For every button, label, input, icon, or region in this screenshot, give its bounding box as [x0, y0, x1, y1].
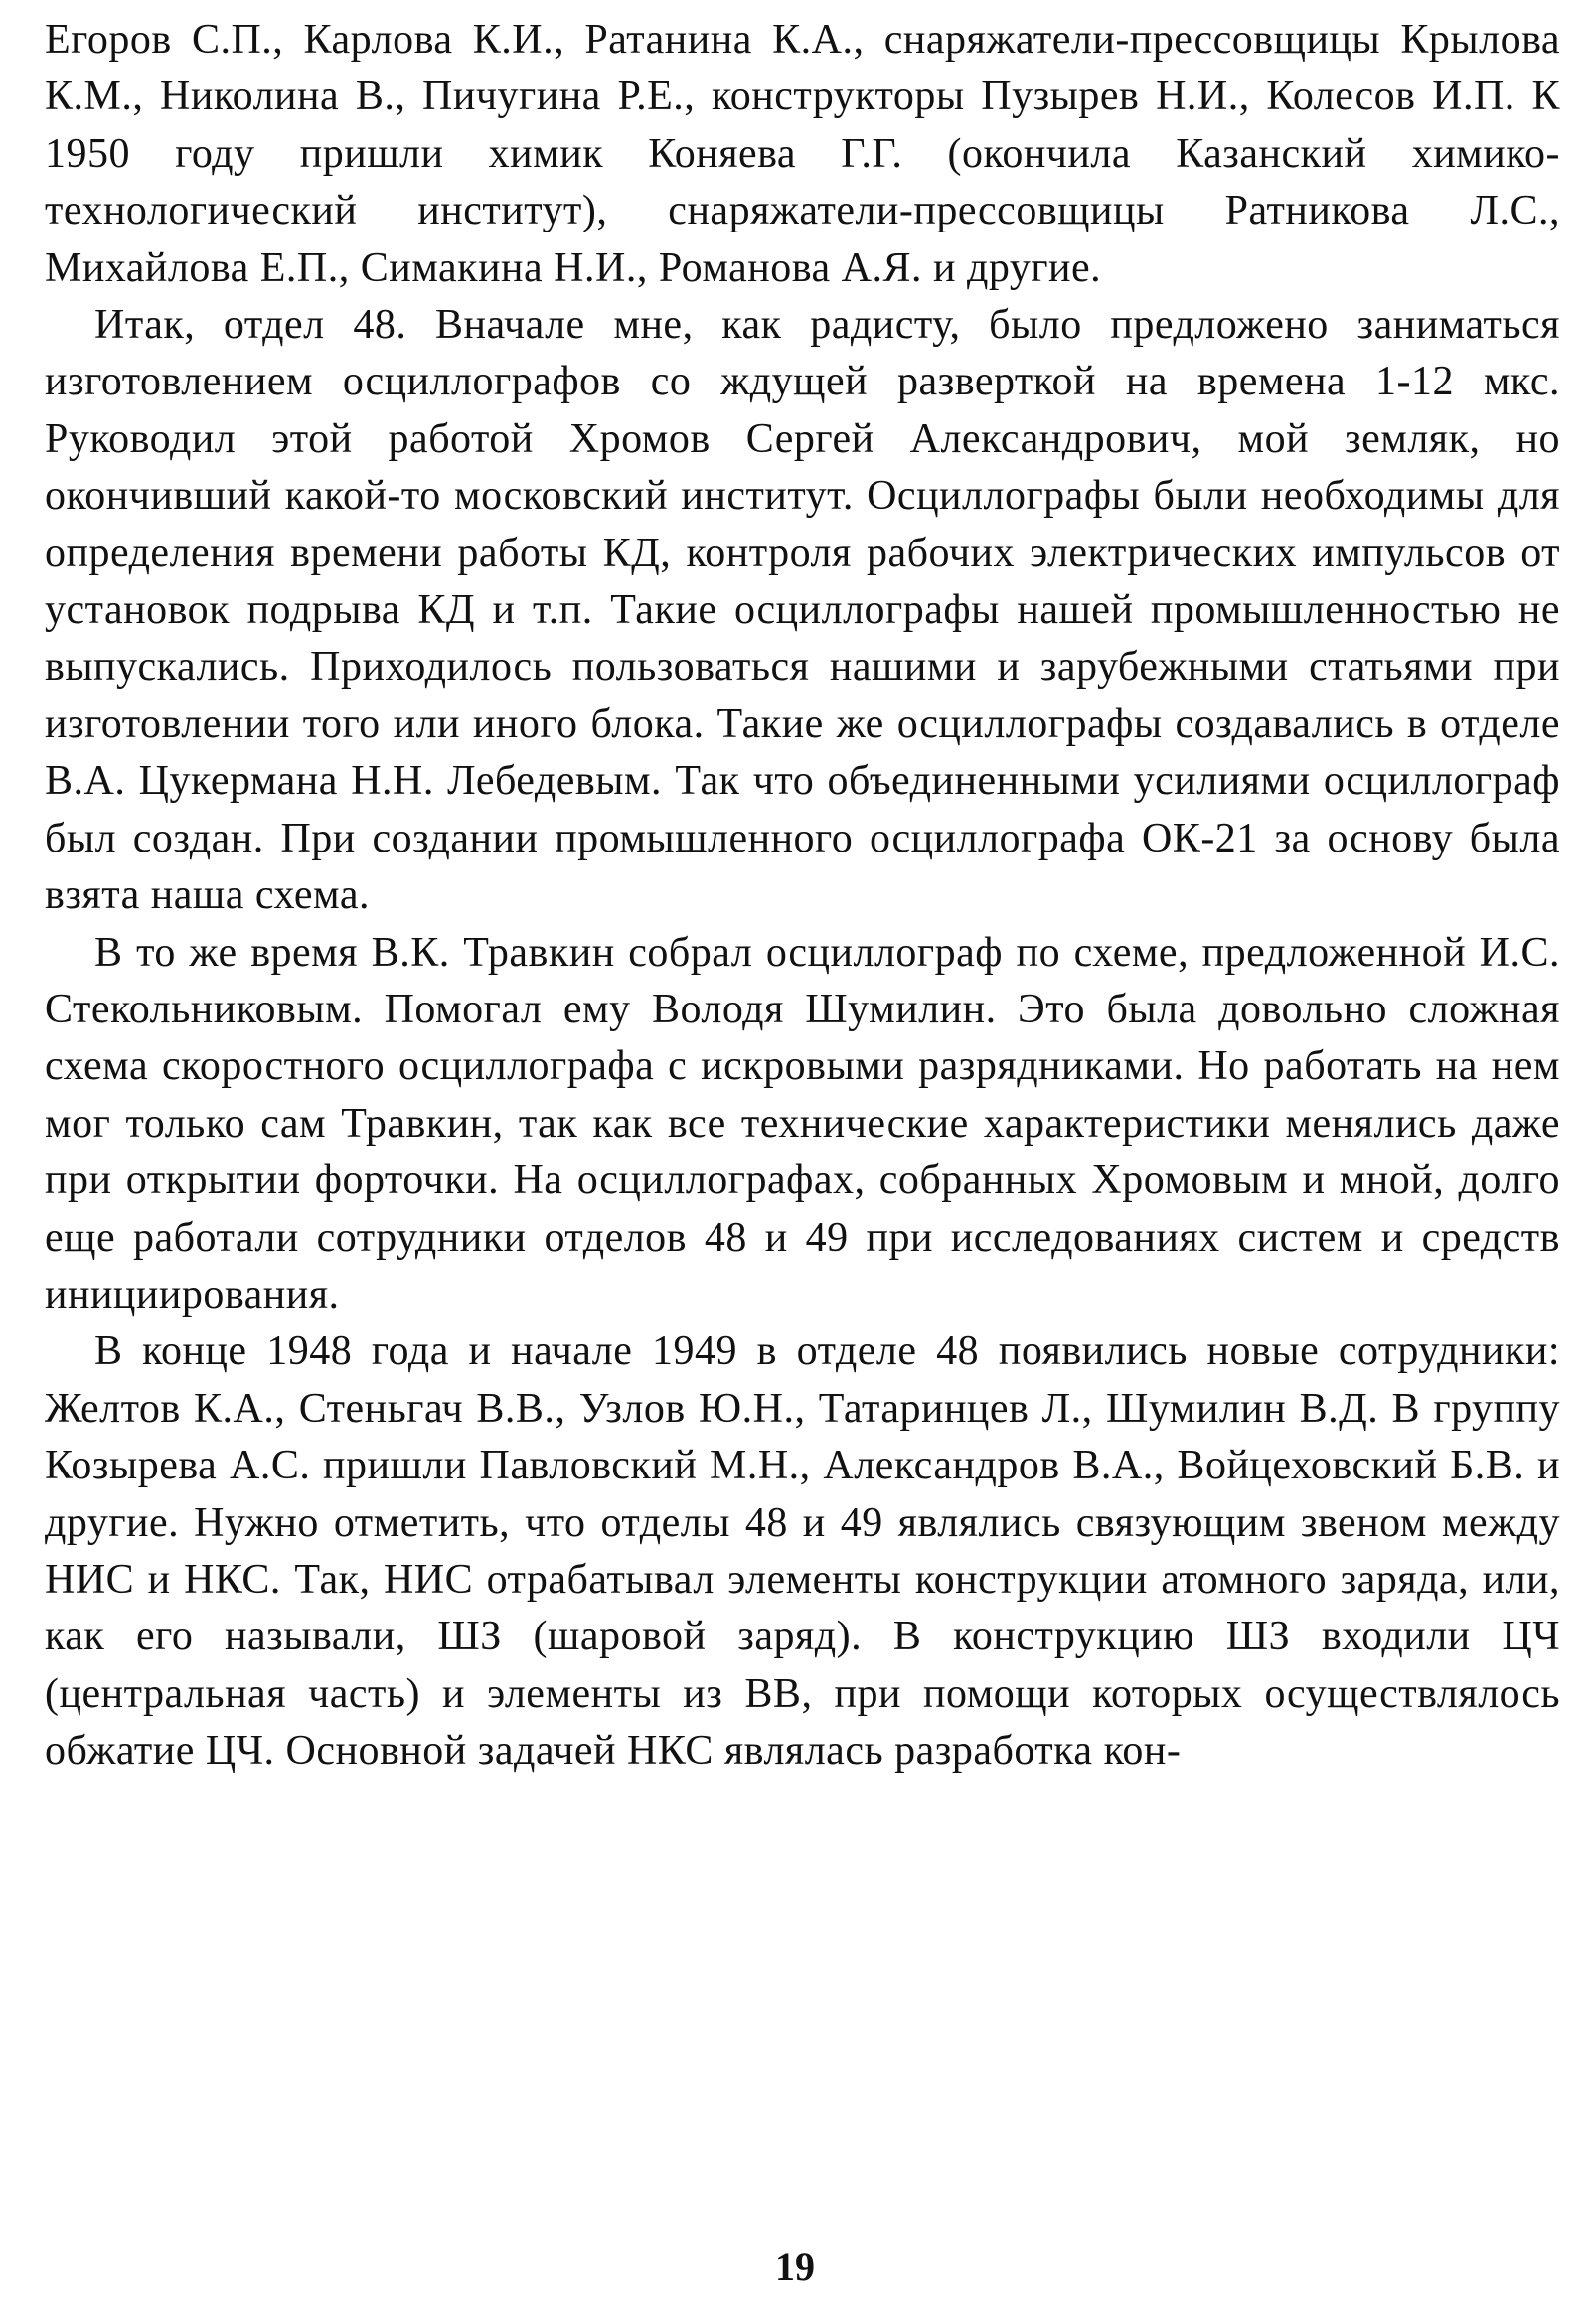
paragraph-staff-list: Егоров С.П., Карлова К.И., Ратанина К.А., снаряжатели-прессовщицы Крылова К.М., Николина В., Пичугина Р.Е., конструкторы Пузырев Н.И., Колесов И.П. К 1950 году пришли химик Коняева Г.Г. (окончила Казанский химико-технологический институт), снаряжатели-прессовщицы Ратникова Л.С., Михайлова Е.П., Симакина Н.И., Романова А.Я. и другие.	[45, 17, 1560, 291]
paragraph-new-staff: В конце 1948 года и начале 1949 в отделе 48 появились новые сотрудники: Желтов К.А., Стеньгач В.В., Узлов Ю.Н., Татаринцев Л., Шумилин В.Д. В группу Козырева А.С. пришли Павловский М.Н., Александров В.А., Войцеховский Б.В. и другие. Нужно отметить, что отделы 48 и 49 являлись связующим звеном между НИС и НКС. Так, НИС отрабатывал элементы конструкции атомного заряда, или, как его называли, ШЗ (шаровой заряд). В конструкцию ШЗ входили ЦЧ (центральная часть) и элементы из ВВ, при помощи которых осуществлялось обжатие ЦЧ. Основной задачей НКС являлась разработка кон-	[45, 1328, 1560, 1775]
page-number: 19	[775, 2245, 815, 2289]
paragraph-oscilloscopes: Итак, отдел 48. Вначале мне, как радисту, было предложено заниматься изготовлением осциллографов со ждущей разверткой на времена 1-12 мкс. Руководил этой работой Хромов Сергей Александрович, мой земляк, но окончивший какой-то московский институт. Осциллографы были необходимы для определения времени работы КД, контроля рабочих электрических импульсов от установок подрыва КД и т.п. Такие осциллографы нашей промышленностью не выпускались. Приходилось пользоваться нашими и зарубежными статьями при изготовлении того или иного блока. Такие же осциллографы создавались в отделе В.А. Цукермана Н.Н. Лебедевым. Так что объединенными усилиями осциллограф был создан. При создании промышленного осциллографа ОК-21 за основу была взята наша схема.	[45, 302, 1560, 919]
body-text	[45, 12, 1560, 1781]
paragraph-travkin: В то же время В.К. Травкин собрал осциллограф по схеме, предложенной И.С. Стекольниковым. Помогал ему Володя Шумилин. Это была довольно сложная схема скоростного осциллографа с искровыми разрядниками. Но работать на нем мог только сам Травкин, так как все технические характеристики менялись даже при открытии форточки. На осциллографах, собранных Хромовым и мной, долго еще работали сотрудники отделов 48 и 49 при исследованиях систем и средств инициирования.	[45, 929, 1560, 1317]
